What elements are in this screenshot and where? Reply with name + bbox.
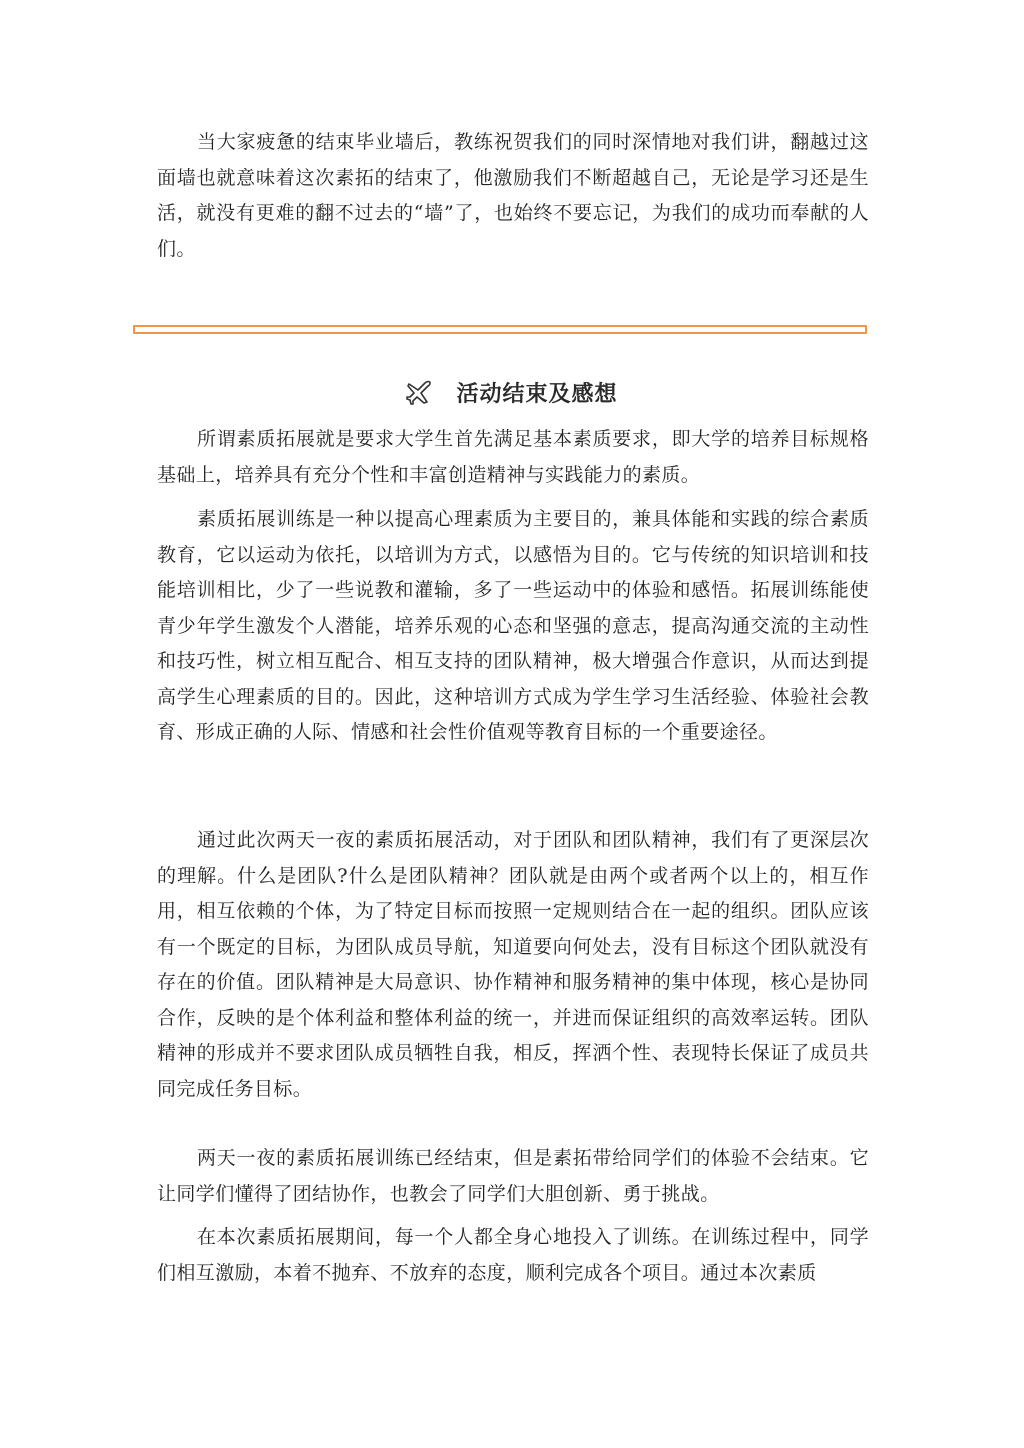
paragraph: 两天一夜的素质拓展训练已经结束，但是素拓带给同学们的体验不会结束。它让同学们懂得了团结协作，也教会了同学们大胆创新、勇于挑战。 bbox=[157, 1147, 869, 1205]
section-divider bbox=[133, 325, 867, 334]
paragraph: 通过此次两天一夜的素质拓展活动，对于团队和团队精神，我们有了更深层次的理解。什么是团队?什么是团队精神？团队就是由两个或者两个以上的，相互作用，相互依赖的个体，为了特定目标而按照一定规则结合在一起的组织。团队应该有一个既定的目标，为团队成员导航，知道要向何处去，没有目标这个团队就没有存在的价值。团队精神是大局意识、协作精神和服务精神的集中体现，核心是协同合作，反映的是个体利益和整体利益的统一，并进而保证组织的高效率运转。团队精神的形成并不要求团队成员牺牲自我，相反，挥洒个性、表现特长保证了成员共同完成任务目标。 bbox=[157, 829, 869, 1100]
intro-paragraph: 当大家疲惫的结束毕业墙后，教练祝贺我们的同时深情地对我们讲，翻越过这面墙也就意味着这次素拓的结束了，他激励我们不断超越自己，无论是学习还是生活，就没有更难的翻不过去的“墙”了，也始终不要忘记，为我们的成功而奉献的人们。 bbox=[157, 131, 869, 260]
section-heading bbox=[0, 372, 1024, 412]
section-title: 活动结束及感想 bbox=[456, 381, 618, 407]
airplane-icon bbox=[406, 379, 432, 405]
paragraph: 素质拓展训练是一种以提高心理素质为主要目的，兼具体能和实践的综合素质教育，它以运动为依托，以培训为方式，以感悟为目的。它与传统的知识培训和技能培训相比，少了一些说教和灌输，多了一些运动中的体验和感悟。拓展训练能使青少年学生激发个人潜能，培养乐观的心态和坚强的意志，提高沟通交流的主动性和技巧性，树立相互配合、相互支持的团队精神，极大增强合作意识，从而达到提高学生心理素质的目的。因此，这种培训方式成为学生学习生活经验、体验社会教育、形成正确的人际、情感和社会性价值观等教育目标的一个重要途径。 bbox=[157, 508, 869, 743]
paragraph: 所谓素质拓展就是要求大学生首先满足基本素质要求，即大学的培养目标规格基础上，培养具有充分个性和丰富创造精神与实践能力的素质。 bbox=[157, 428, 869, 486]
paragraph: 在本次素质拓展期间，每一个人都全身心地投入了训练。在训练过程中，同学们相互激励，本着不抛弃、不放弃的态度，顺利完成各个项目。通过本次素质 bbox=[157, 1226, 869, 1284]
